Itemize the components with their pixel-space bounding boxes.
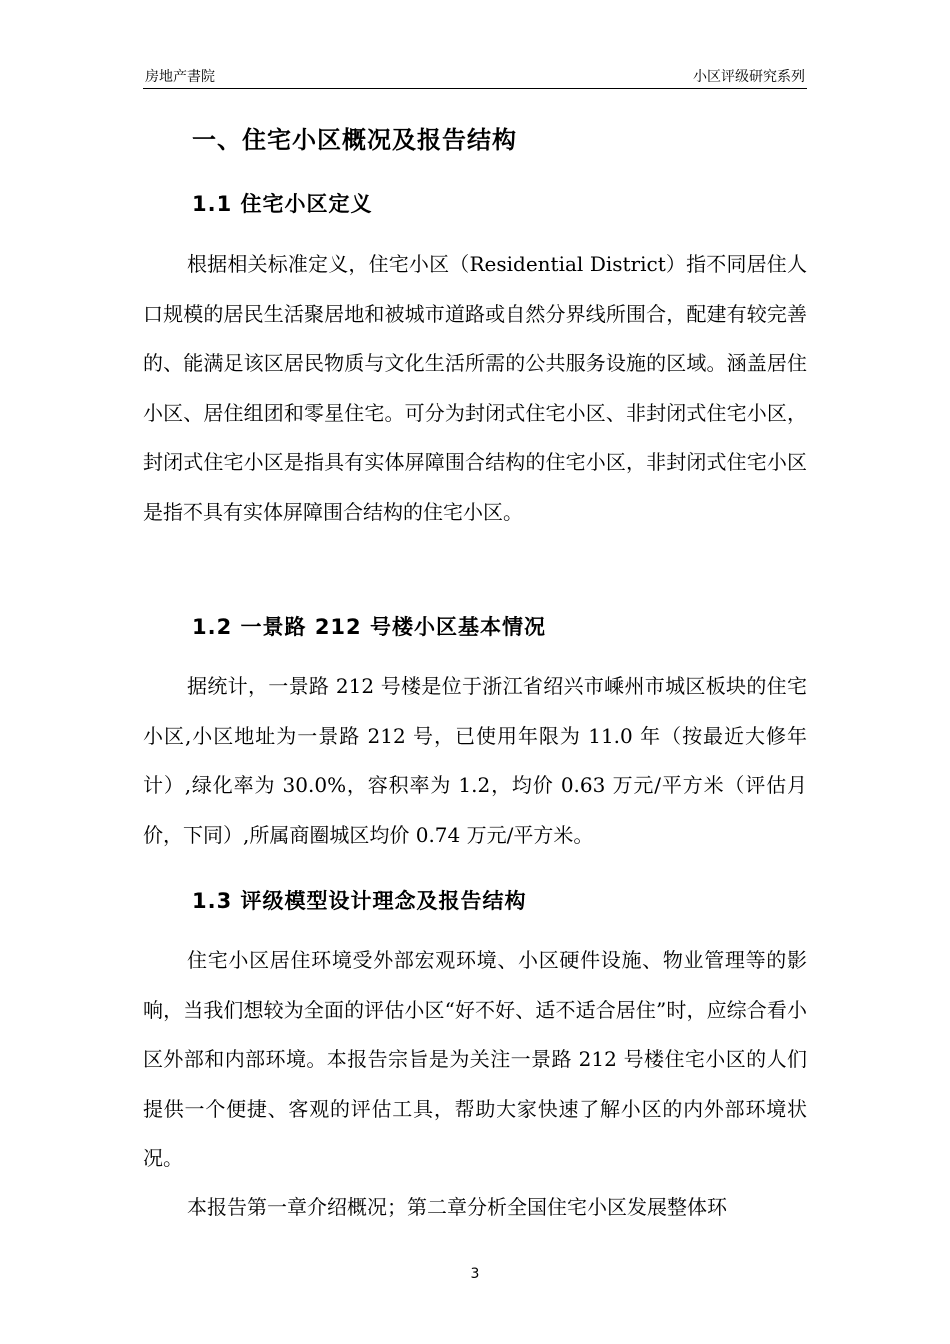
paragraph-definition: 根据相关标准定义，住宅小区（Residential District）指不同居住人口规模的居民生活聚居地和被城市道路或自然分界线所围合，配建有较完善的、能满足该区居民物质与文化生活所需的公共服务设施的区域。涵盖居住小区、居住组团和零星住宅。可分为封闭式住宅小区、非封闭式住宅小区，封闭式住宅小区是指具有实体屏障围合结构的住宅小区，非封闭式住宅小区是指不具有实体屏障围合结构的住宅小区。 (143, 252, 807, 524)
chapter-title: 一、住宅小区概况及报告结构 (192, 126, 517, 154)
section-heading-1-1: 1.1 住宅小区定义 (192, 192, 373, 216)
section-heading-1-2: 1.2 一景路 212 号楼小区基本情况 (192, 615, 546, 639)
header-publisher: 房地产書院 (145, 69, 215, 85)
paragraph-basic-info: 据统计，一景路 212 号楼是位于浙江省绍兴市嵊州市城区板块的住宅小区,小区地址为一景路 212 号，已使用年限为 11.0 年（按最近大修年计）,绿化率为 30.0%，容积率为 1.2，均价 0.63 万元/平方米（评估月价，下同）,所属商圈城区均价 0.74 万元/平方米。 (143, 674, 807, 847)
header-series: 小区评级研究系列 (693, 69, 805, 85)
paragraph-model-design: 住宅小区居住环境受外部宏观环境、小区硬件设施、物业管理等的影响，当我们想较为全面的评估小区“好不好、适不适合居住”时，应综合看小区外部和内部环境。本报告宗旨是为关注一景路 212 号楼住宅小区的人们提供一个便捷、客观的评估工具，帮助大家快速了解小区的内外部环境状况。 (143, 948, 807, 1170)
section-heading-1-3: 1.3 评级模型设计理念及报告结构 (192, 889, 527, 913)
paragraph-report-structure: 本报告第一章介绍概况；第二章分析全国住宅小区发展整体环 (187, 1195, 727, 1219)
page-number: 3 (470, 1266, 480, 1282)
page-header (143, 66, 807, 89)
